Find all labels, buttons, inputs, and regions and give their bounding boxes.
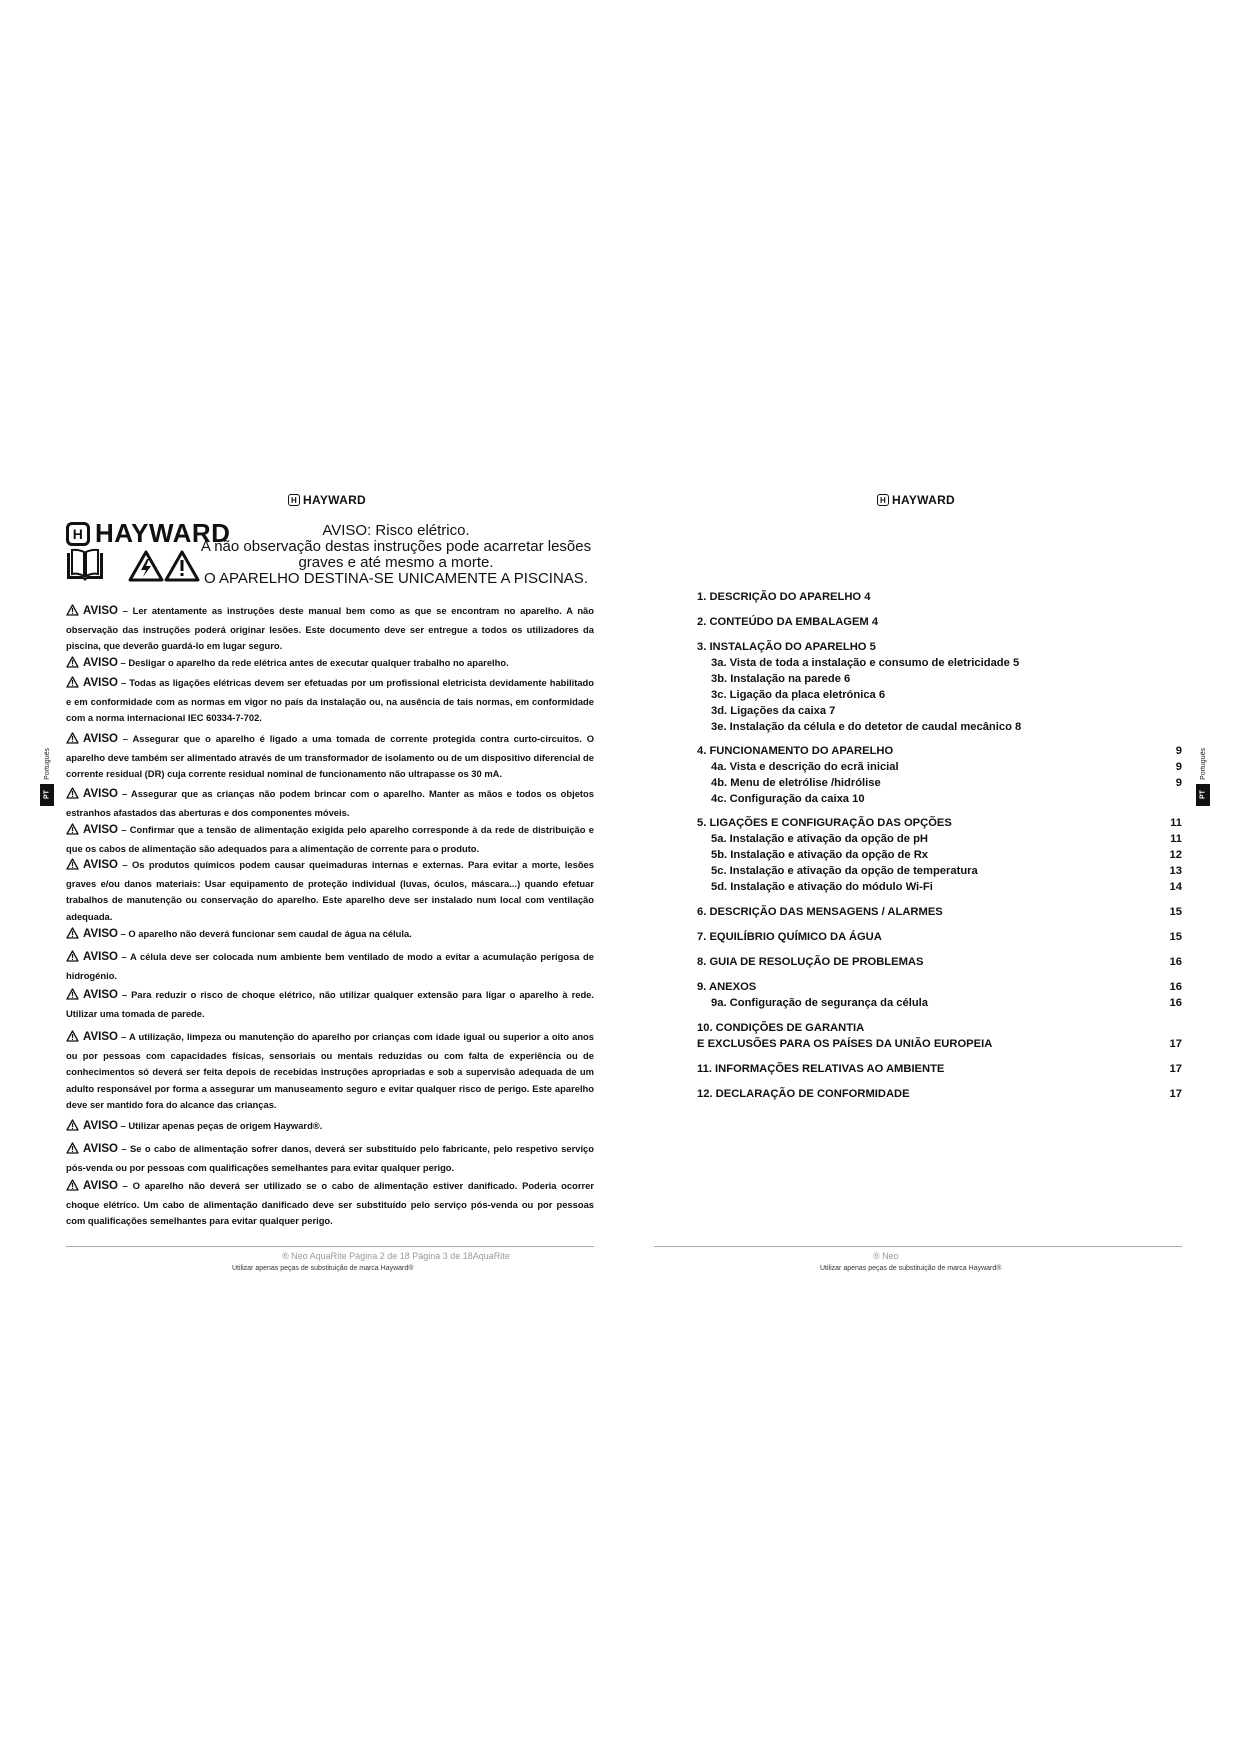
manual-book-icon [64, 548, 106, 582]
toc-entry-title: 5. LIGAÇÕES E CONFIGURAÇÃO DAS OPÇÕES [697, 817, 952, 829]
toc-entry[interactable] [697, 815, 1182, 831]
toc-entry-title: 5b. Instalação e ativação da opção de Rx [711, 849, 928, 861]
warning-text: – Ler atentamente as instruções deste manual bem como as que se encontram no aparelho. A não observação das instruções poderá originar lesões. Este documento deve ser entregue a todos os utilizadores da piscina, que deverão guardá-lo em lugar seguro. [66, 605, 594, 651]
toc-entry-title: 3c. Ligação da placa eletrónica 6 [711, 689, 886, 701]
warning-text: – Todas as ligações elétricas devem ser efetuadas por um profissional eletricista devidamente habilitado e em conformidade com as normas em vigor no país da instalação ou, na ausência de tais normas, em conformidade com a norma internacional IEC 60334-7-702. [66, 677, 594, 723]
electric-hazard-icon [128, 550, 164, 582]
toc-entry-title: 5d. Instalação e ativação do módulo Wi-Fi [711, 881, 933, 893]
left-side-tab: PT [40, 784, 54, 806]
warning-item [66, 1178, 594, 1230]
warning-item [66, 822, 594, 857]
toc-entry-page: 12 [1169, 849, 1182, 861]
left-footer-rule [66, 1246, 594, 1247]
toc-entry-page: 15 [1169, 906, 1182, 918]
warning-item [66, 786, 594, 821]
warning-label: AVISO [83, 1120, 118, 1132]
warning-text: – A utilização, limpeza ou manutenção do aparelho por crianças com idade igual ou superior a oito anos ou por pessoas com capacidades físicas, sensoriais ou mentais reduzidas ou com falta de experiência ou de conhecimentos só deverá ser feita depois de recebidas instruções apropriadas e sob a supervisão adequada de um adulto responsável por forma a assegurar um manuseamento seguro e evitar qualquer risco de perigo. Este aparelho deve ser mantido fora do alcance das crianças. [66, 1031, 594, 1110]
warning-text: – Para reduzir o risco de choque elétrico, não utilizar qualquer extensão para ligar o aparelho à rede. Utilizar uma tomada de parede. [66, 989, 594, 1019]
toc-entry-page: 17 [1169, 1063, 1182, 1075]
right-footer-line-1: ® Neo [873, 1251, 899, 1261]
hayward-logo-icon: H [66, 522, 90, 546]
toc-entry-title: E EXCLUSÕES PARA OS PAÍSES DA UNIÃO EUROPEIA [697, 1038, 993, 1050]
warning-line-4: O APARELHO DESTINA-SE UNICAMENTE A PISCINAS. [204, 570, 588, 587]
toc-entry[interactable] [711, 703, 1182, 719]
warning-label: AVISO [83, 989, 118, 1001]
toc-entry-title: 12. DECLARAÇÃO DE CONFORMIDADE [697, 1088, 910, 1100]
warning-item [66, 1118, 594, 1137]
warning-text: – A célula deve ser colocada num ambiente bem ventilado de modo a evitar a acumulação perigosa de hidrogénio. [66, 951, 594, 981]
toc-entry[interactable] [697, 589, 1182, 605]
left-footer-line-2: Utilizar apenas peças de substituição de marca Hayward® [232, 1265, 414, 1272]
warning-item [66, 926, 594, 945]
warning-triangle-icon [66, 1142, 79, 1160]
warning-label: AVISO [83, 951, 118, 963]
warning-triangle-icon [66, 1179, 79, 1197]
toc-entry-title: 2. CONTEÚDO DA EMBALAGEM 4 [697, 616, 879, 628]
warning-triangle-icon [66, 988, 79, 1006]
toc-entry[interactable] [711, 995, 1182, 1011]
toc-entry[interactable] [711, 671, 1182, 687]
warning-label: AVISO [83, 657, 118, 669]
toc-entry-title: 10. CONDIÇÕES DE GARANTIA [697, 1022, 865, 1034]
toc-entry[interactable] [697, 979, 1182, 995]
toc-entry-page: 16 [1169, 981, 1182, 993]
warning-triangle-icon [66, 656, 79, 674]
toc-entry[interactable] [697, 639, 1182, 655]
toc-entry-title: 5c. Instalação e ativação da opção de temperatura [711, 865, 978, 877]
toc-entry-title: 4c. Configuração da caixa 10 [711, 793, 865, 805]
left-footer-line-1: ® Neo AquaRite Página 2 de 18 Página 3 de 18AquaRite [282, 1251, 510, 1261]
warning-item [66, 949, 594, 984]
warning-item [66, 1029, 594, 1114]
toc-entry[interactable] [697, 1061, 1182, 1077]
toc-entry[interactable] [697, 1086, 1182, 1102]
toc-entry-title: 3a. Vista de toda a instalação e consumo de eletricidade 5 [711, 657, 1020, 669]
toc-entry[interactable] [697, 1020, 1182, 1036]
warning-label: AVISO [83, 1180, 118, 1192]
right-footer-line-2: Utilizar apenas peças de substituição de marca Hayward® [820, 1265, 1002, 1272]
warning-label: AVISO [83, 733, 118, 745]
warning-item [66, 603, 594, 655]
right-side-tab: PT [1196, 784, 1210, 806]
toc-entry[interactable] [711, 655, 1182, 671]
toc-entry-title: 3. INSTALAÇÃO DO APARELHO 5 [697, 641, 876, 653]
warning-triangle-icon [66, 823, 79, 841]
warning-triangle-icon [66, 950, 79, 968]
toc-entry-page: 17 [1169, 1088, 1182, 1100]
toc-entry-title: 9. ANEXOS [697, 981, 757, 993]
warning-triangle-icon [66, 1030, 79, 1048]
toc-entry[interactable] [697, 954, 1182, 970]
toc-entry-page: 11 [1170, 833, 1182, 845]
left-header-logo-text: HAYWARD [303, 493, 366, 507]
right-header-logo-text: HAYWARD [892, 493, 955, 507]
warning-label: AVISO [83, 928, 118, 940]
warning-label: AVISO [83, 1143, 118, 1155]
warning-text: – Confirmar que a tensão de alimentação exigida pelo aparelho corresponde à da rede de distribuição e que os cabos de alimentação são adequados para a alimentação de corrente para o produto. [66, 824, 594, 854]
warning-triangle-icon [164, 550, 200, 582]
toc-entry[interactable] [697, 904, 1182, 920]
toc-entry-page: 9 [1175, 745, 1182, 757]
warning-text: – Os produtos químicos podem causar queimaduras internas e externas. Para evitar a morte, lesões graves e/ou danos materiais: Usar equipamento de proteção individual (luvas, óculos, máscara...) quando efetuar trabalhos de manutenção ou conservação do aparelho. Este aparelho deve ser instalado num local com ventilação adequada. [66, 859, 594, 922]
warning-triangle-icon [66, 676, 79, 694]
warning-triangle-icon [66, 604, 79, 622]
right-header-logo [877, 493, 955, 507]
toc-entry-page: 16 [1169, 956, 1182, 968]
warning-item [66, 675, 594, 727]
toc-entry-title: 4a. Vista e descrição do ecrã inicial [711, 761, 899, 773]
right-footer-rule [654, 1246, 1182, 1247]
toc-entry-title: 4. FUNCIONAMENTO DO APARELHO [697, 745, 894, 757]
warning-label: AVISO [83, 1031, 118, 1043]
warning-label: AVISO [83, 824, 118, 836]
warning-triangle-icon [66, 732, 79, 750]
warning-triangle-icon [66, 858, 79, 876]
toc-entry[interactable] [711, 847, 1182, 863]
warning-text: – Assegurar que o aparelho é ligado a uma tomada de corrente protegida contra curto-circuitos. O aparelho deve também ser alimentado através de um transformador de isolamento ou de um dispositivo diferencial de corrente residual (DR) cuja corrente residual nominal de funcionamento não ultrapasse os 30 mA. [66, 733, 594, 779]
toc-entry-page: 16 [1169, 997, 1182, 1009]
warning-item [66, 655, 594, 674]
toc-entry-page: 14 [1169, 881, 1182, 893]
toc-entry[interactable] [697, 929, 1182, 945]
warning-text: – O aparelho não deverá funcionar sem caudal de água na célula. [117, 928, 412, 939]
toc-entry-title: 9a. Configuração de segurança da célula [711, 997, 928, 1009]
hayward-logo-icon: H [877, 494, 889, 506]
toc-entry-title: 7. EQUILÍBRIO QUÍMICO DA ÁGUA [697, 931, 882, 943]
toc-entry[interactable] [711, 759, 1182, 775]
warning-item [66, 1141, 594, 1176]
toc-entry-title: 1. DESCRIÇÃO DO APARELHO 4 [697, 591, 871, 603]
toc-entry[interactable] [697, 614, 1182, 630]
warning-text: – O aparelho não deverá ser utilizado se o cabo de alimentação estiver danificado. Poderia ocorrer choque elétrico. Um cabo de alimentação danificado deve ser substituído pelo serviço pós-venda ou por pessoas com qualificações semelhantes para evitar qualquer perigo. [66, 1180, 594, 1226]
toc-entry-title: 3b. Instalação na parede 6 [711, 673, 851, 685]
toc-entry-title: 3d. Ligações da caixa 7 [711, 705, 836, 717]
toc-entry[interactable] [711, 687, 1182, 703]
toc-entry-page: 15 [1169, 931, 1182, 943]
warning-label: AVISO [83, 605, 118, 617]
toc-entry-page: 17 [1169, 1038, 1182, 1050]
toc-entry[interactable] [711, 863, 1182, 879]
big-logo-text: HAYWARD [95, 518, 231, 548]
toc-entry[interactable] [697, 743, 1182, 759]
warning-title: AVISO: Risco elétrico. [322, 522, 470, 539]
warning-text: – Utilizar apenas peças de origem Hayward®. [117, 1120, 323, 1131]
toc-entry-title: 5a. Instalação e ativação da opção de pH [711, 833, 928, 845]
toc-entry-title: 4b. Menu de eletrólise /hidrólise [711, 777, 881, 789]
toc-entry[interactable] [711, 791, 1182, 807]
toc-entry[interactable] [711, 719, 1182, 735]
toc-entry-title: 8. GUIA DE RESOLUÇÃO DE PROBLEMAS [697, 956, 924, 968]
toc-entry[interactable] [711, 831, 1182, 847]
warning-item [66, 731, 594, 783]
toc-entry-title: 3e. Instalação da célula e do detetor de caudal mecânico 8 [711, 721, 1022, 733]
right-side-language: Português [1200, 748, 1207, 780]
electrical-warning-block [196, 523, 596, 587]
warning-line-3: graves e até mesmo a morte. [298, 554, 494, 571]
toc-entry-page: 13 [1169, 865, 1182, 877]
warning-text: – Se o cabo de alimentação sofrer danos, deverá ser substituído pelo fabricante, pelo respetivo serviço pós-venda ou por pessoas com qualificações semelhantes para evitar qualquer perigo. [66, 1143, 594, 1173]
toc-entry[interactable] [711, 775, 1182, 791]
toc-entry-page: 11 [1170, 817, 1182, 829]
warning-triangle-icon [66, 1119, 79, 1137]
warning-label: AVISO [83, 788, 118, 800]
warning-triangle-icon [66, 787, 79, 805]
warning-triangle-icon [66, 927, 79, 945]
warning-line-2: A não observação destas instruções pode acarretar lesões [200, 538, 592, 555]
warning-label: AVISO [83, 677, 118, 689]
left-header-logo [288, 493, 366, 507]
toc-entry[interactable] [697, 1036, 1182, 1052]
toc-entry-page: 9 [1175, 761, 1182, 773]
warning-text: – Assegurar que as crianças não podem brincar com o aparelho. Manter as mãos e todos os objetos estranhos afastados das aberturas e dos componentes móveis. [66, 788, 594, 818]
toc-entry[interactable] [711, 879, 1182, 895]
toc-entry-title: 11. INFORMAÇÕES RELATIVAS AO AMBIENTE [697, 1063, 945, 1075]
left-side-language: Português [44, 748, 51, 780]
toc-entry-page: 9 [1175, 777, 1182, 789]
warning-label: AVISO [83, 859, 118, 871]
warning-item [66, 857, 594, 925]
toc-entry-title: 6. DESCRIÇÃO DAS MENSAGENS / ALARMES [697, 906, 943, 918]
hayward-logo-icon: H [288, 494, 300, 506]
warning-text: – Desligar o aparelho da rede elétrica antes de executar qualquer trabalho no aparelho. [117, 657, 509, 668]
warning-item [66, 987, 594, 1022]
